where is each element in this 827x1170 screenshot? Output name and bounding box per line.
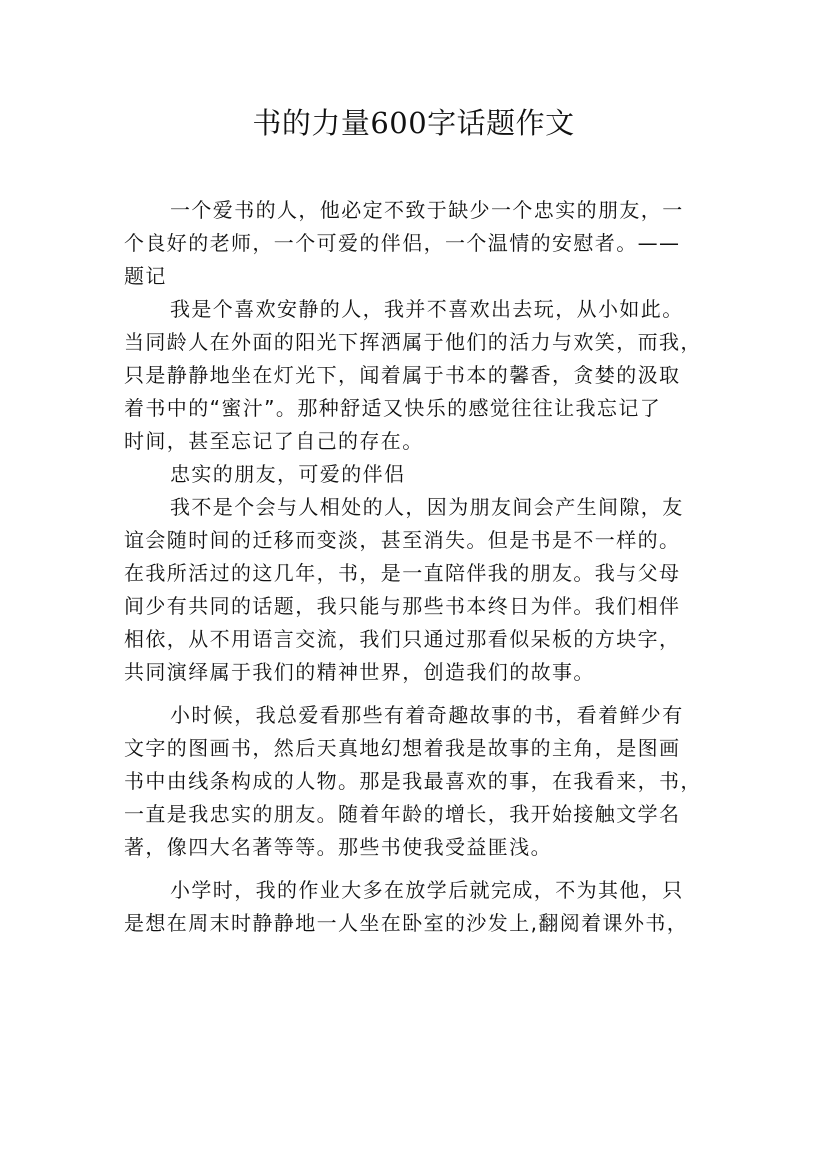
text-line: 着书中的“蜜汁”。那种舒适又快乐的感觉往往让我忘记了 [124, 396, 662, 420]
text-line: 我不是个会与人相处的人，因为朋友间会产生间隙，友 [170, 495, 684, 519]
section-heading: 忠实的朋友，可爱的伴侣 [170, 462, 406, 486]
text-line: 在我所活过的这几年，书，是一直陪伴我的朋友。我与父母 [124, 561, 681, 585]
text-line: 共同演绎属于我们的精神世界，创造我们的故事。 [124, 660, 595, 684]
text-line: 时间，甚至忘记了自己的存在。 [124, 429, 424, 453]
document-body [124, 194, 714, 940]
text-line: 谊会随时间的迁移而变淡，甚至消失。但是书是不一样的。 [124, 528, 681, 552]
text-line: 我是个喜欢安静的人，我并不喜欢出去玩，从小如此。 [170, 297, 684, 321]
text-line: 小时候，我总爱看那些有着奇趣故事的书，看着鲜少有 [170, 703, 684, 727]
text-line: 书中由线条构成的人物。那是我最喜欢的事，在我看来，书， [124, 769, 702, 793]
text-line: 一个爱书的人，他必定不致于缺少一个忠实的朋友，一 [170, 198, 684, 222]
text-line: 文字的图画书，然后天真地幻想着我是故事的主角，是图画 [124, 736, 681, 760]
text-line: 个良好的老师，一个可爱的伴侣，一个温情的安慰者。—— [124, 231, 681, 255]
text-line: 题记 [124, 264, 167, 288]
text-line: 相依，从不用语言交流，我们只通过那看似呆板的方块字， [124, 627, 681, 651]
document-title: 书的力量600字话题作文 [252, 106, 575, 140]
text-line: 间少有共同的话题，我只能与那些书本终日为伴。我们相伴 [124, 594, 681, 618]
text-line: 一直是我忠实的朋友。随着年龄的增长，我开始接触文学名 [124, 802, 681, 826]
text-line: 著，像四大名著等等。那些书使我受益匪浅。 [124, 835, 552, 859]
text-line: 只是静静地坐在灯光下，闻着属于书本的馨香，贪婪的汲取 [124, 363, 681, 387]
text-line: 是想在周末时静静地一人坐在卧室的沙发上,翻阅着课外书， [124, 911, 689, 935]
text-line: 小学时，我的作业大多在放学后就完成，不为其他，只 [170, 878, 684, 902]
text-line: 当同龄人在外面的阳光下挥洒属于他们的活力与欢笑，而我， [124, 330, 702, 354]
